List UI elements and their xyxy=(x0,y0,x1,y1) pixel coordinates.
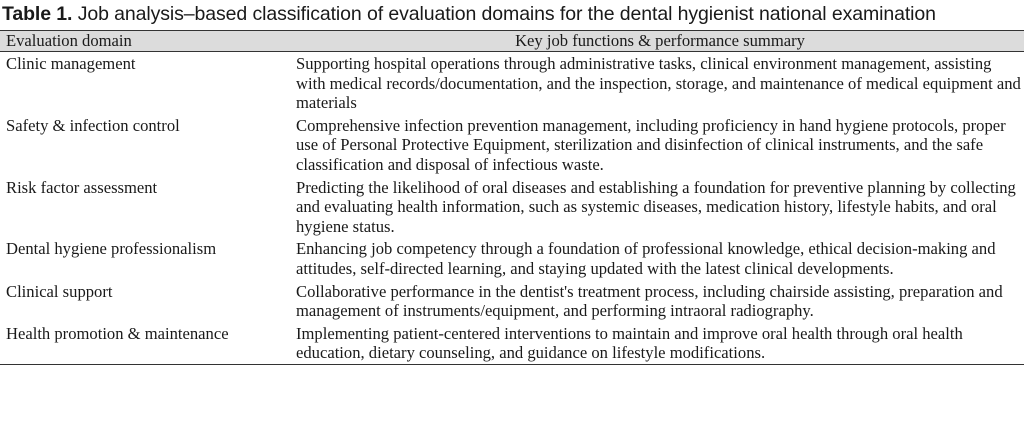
table-header xyxy=(0,31,1024,52)
table-row xyxy=(0,280,1024,322)
domain-cell: Health promotion & maintenance xyxy=(0,322,296,365)
summary-cell: Collaborative performance in the dentist's treatment process, including chairside assisting, preparation and management of instruments/equipment, and performing intraoral radiography. xyxy=(296,281,1003,321)
domain-cell: Clinic management xyxy=(6,54,136,73)
header-evaluation-domain: Evaluation domain xyxy=(0,31,296,52)
domain-cell: Dental hygiene professionalism xyxy=(6,239,217,259)
table-body xyxy=(0,52,1024,365)
domain-cell: Safety & infection control xyxy=(6,115,180,135)
table-caption-label: Table 1. xyxy=(2,3,73,25)
summary-cell: Supporting hospital operations through administrative tasks, clinical environment management, assisting with medical records/documentation, and the inspection, storage, and maintenance of medical equipment and materials xyxy=(296,54,1021,113)
summary-cell: Enhancing job competency through a foundation of professional knowledge, ethical decision-making and attitudes, self-directed learning, and staying updated with the latest clinical developments. xyxy=(296,239,996,278)
table-row xyxy=(0,114,1024,176)
domain-cell: Risk factor assessment xyxy=(6,177,158,197)
summary-cell: Implementing patient-centered interventions to maintain and improve oral health through oral health education, dietary counseling, and guidance on lifestyle modifications. xyxy=(296,322,1024,365)
table-row xyxy=(0,52,1024,114)
table-caption-text: Job analysis–based classification of evaluation domains for the dental hygienist national examination xyxy=(72,3,936,25)
table-header-row xyxy=(0,31,1024,52)
header-key-job-functions: Key job functions & performance summary xyxy=(296,31,1024,52)
summary-cell: Comprehensive infection prevention management, including proficiency in hand hygiene protocols, proper use of Personal Protective Equipment, sterilization and disinfection of clinical instruments, and the safe classification and disposal of infectious waste. xyxy=(296,115,1006,174)
table-caption xyxy=(2,1,1022,27)
table-row xyxy=(0,237,1024,279)
summary-cell: Predicting the likelihood of oral diseases and establishing a foundation for preventive planning by collecting and evaluating health information, such as systemic diseases, medication history, lifestyle habits, and oral hygiene status. xyxy=(296,177,1016,236)
table-row xyxy=(0,322,1024,365)
table-row xyxy=(0,176,1024,238)
domain-cell: Clinical support xyxy=(6,281,113,301)
evaluation-domain-table xyxy=(0,30,1024,365)
